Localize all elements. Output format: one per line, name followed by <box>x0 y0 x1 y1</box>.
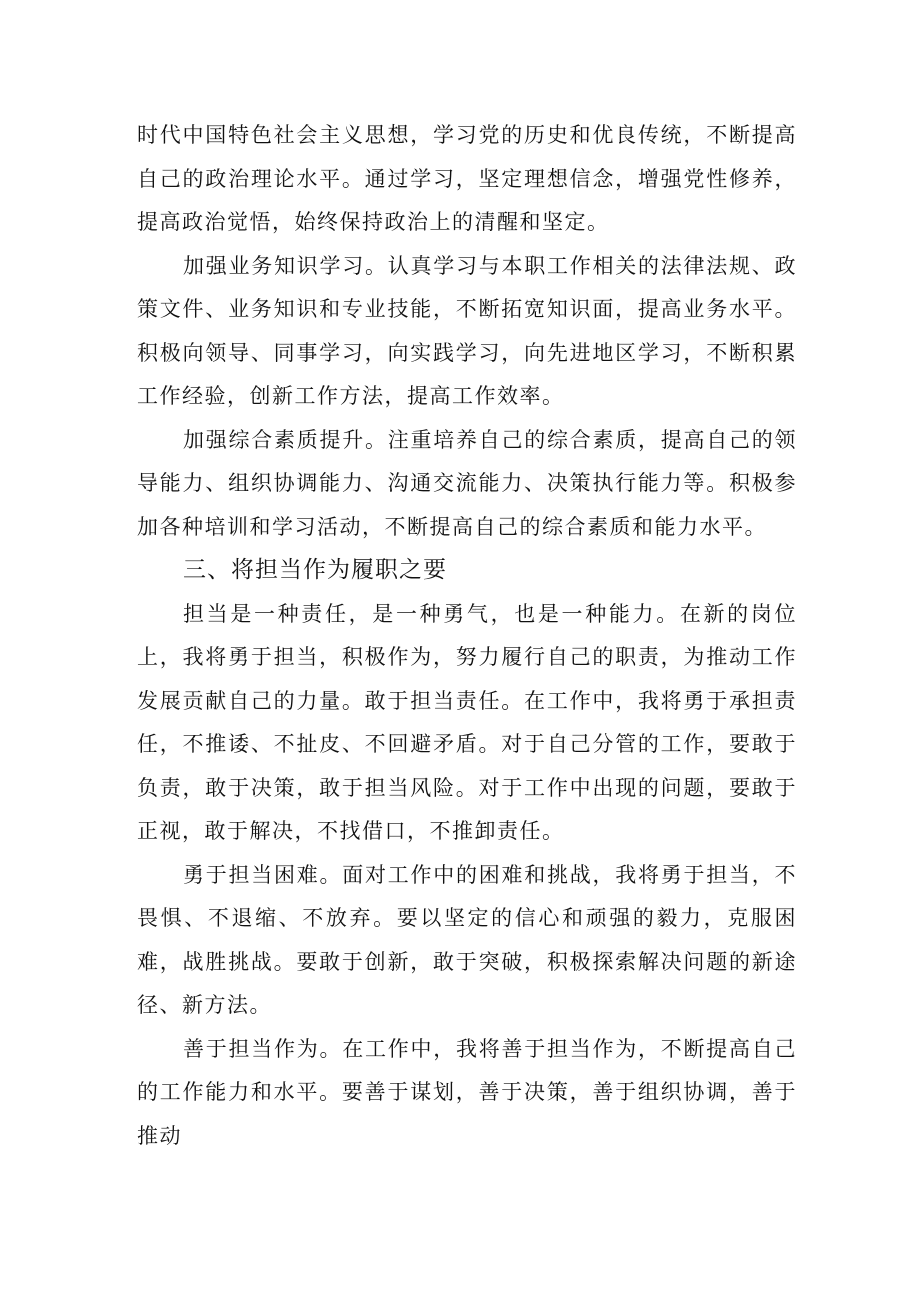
paragraph-action: 善于担当作为。在工作中，我将善于担当作为，不断提高自己的工作能力和水平。要善于谋划，善于决策，善于组织协调，善于推动 <box>137 1036 797 1148</box>
paragraph-business-knowledge: 加强业务知识学习。认真学习与本职工作相关的法律法规、政策文件、业务知识和专业技能，不断拓宽知识面，提高业务水平。积极向领导、同事学习，向实践学习，向先进地区学习，不断积累工作经验，创新工作方法，提高工作效率。 <box>137 253 797 408</box>
section-heading-three: 三、将担当作为履职之要 <box>183 557 447 583</box>
paragraph-political-theory: 时代中国特色社会主义思想，学习党的历史和优良传统，不断提高自己的政治理论水平。通过学习，坚定理想信念，增强党性修养，提高政治觉悟，始终保持政治上的清醒和坚定。 <box>137 123 797 234</box>
paragraph-responsibility: 担当是一种责任，是一种勇气，也是一种能力。在新的岗位上，我将勇于担当，积极作为，努力履行自己的职责，为推动工作发展贡献自己的力量。敢于担当责任。在工作中，我将勇于承担责任，不推诿、不扯皮、不回避矛盾。对于自己分管的工作，要敢于负责，敢于决策，敢于担当风险。对于工作中出现的问题，要敢于正视，敢于解决，不找借口，不推卸责任。 <box>137 601 797 843</box>
paragraph-difficulties: 勇于担当困难。面对工作中的困难和挑战，我将勇于担当，不畏惧、不退缩、不放弃。要以坚定的信心和顽强的毅力，克服困难，战胜挑战。要敢于创新，敢于突破，积极探索解决问题的新途径、新方法。 <box>137 862 797 1017</box>
paragraph-comprehensive-quality: 加强综合素质提升。注重培养自己的综合素质，提高自己的领导能力、组织协调能力、沟通交流能力、决策执行能力等。积极参加各种培训和学习活动，不断提高自己的综合素质和能力水平。 <box>137 427 797 539</box>
document-page <box>137 114 797 1158</box>
